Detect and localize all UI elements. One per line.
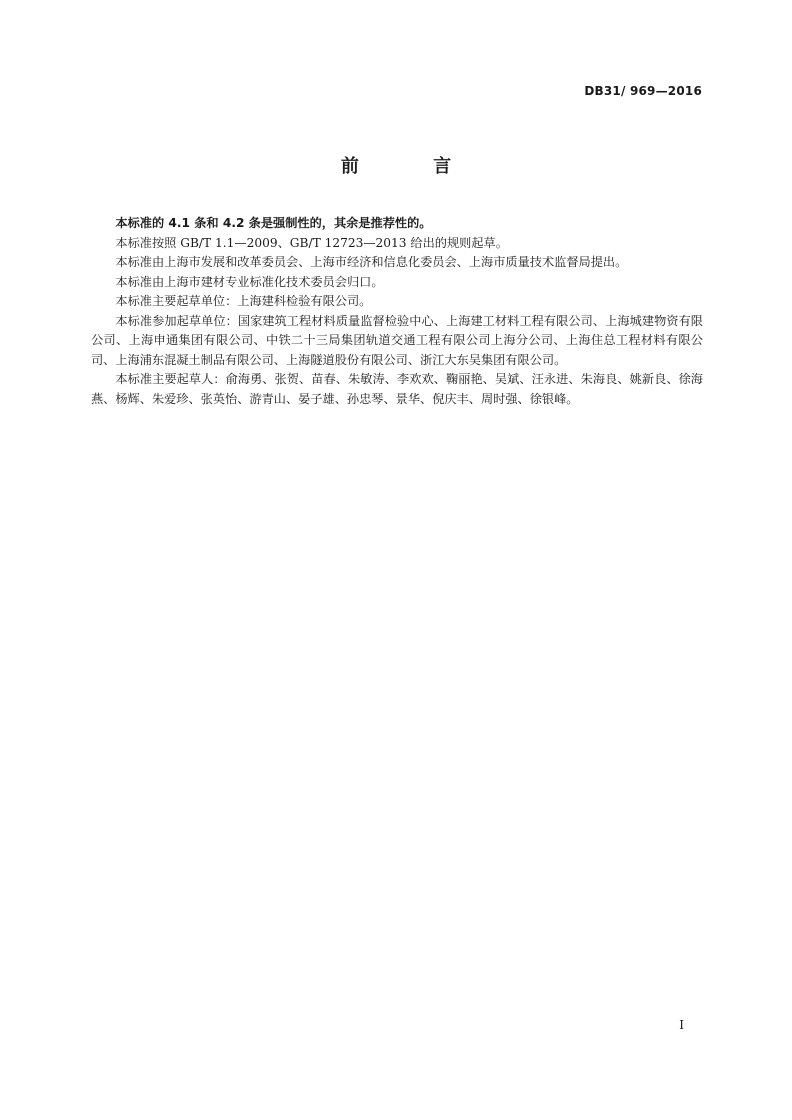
page-number: I xyxy=(679,1018,684,1032)
paragraph-mandatory-clauses: 本标准的 4.1 条和 4.2 条是强制性的，其余是推荐性的。 xyxy=(115,216,432,230)
paragraph-drafting-rules: 本标准按照 GB/T 1.1—2009、GB/T 12723—2013 给出的规则起草。 xyxy=(115,235,508,250)
paragraph-centralized-by: 本标准由上海市建材专业标准化技术委员会归口。 xyxy=(115,274,384,289)
paragraph-main-drafters: 本标准主要起草人：俞海勇、张贺、苗春、朱敏涛、李欢欢、鞠丽艳、吴斌、汪永进、朱海良、姚新良、徐海燕、杨辉、朱爱珍、张英怡、游青山、晏子雄、孙忠琴、景华、倪庆丰、周时强、徐银峰。 xyxy=(91,372,703,406)
paragraph-participating-units: 本标准参加起草单位：国家建筑工程材料质量监督检验中心、上海建工材料工程有限公司、上海城建物资有限公司、上海申通集团有限公司、中铁二十三局集团轨道交通工程有限公司上海分公司、上海住总工程材料有限公司、上海浦东混凝土制品有限公司、上海隧道股份有限公司、浙江大东吴集团有限公司。 xyxy=(91,313,703,367)
paragraph-main-drafting-unit: 本标准主要起草单位：上海建科检验有限公司。 xyxy=(115,294,372,308)
foreword-body xyxy=(91,214,703,409)
standard-code: DB31/ 969—2016 xyxy=(584,84,702,98)
paragraph-proposed-by: 本标准由上海市发展和改革委员会、上海市经济和信息化委员会、上海市质量技术监督局提出。 xyxy=(115,255,628,269)
page-title: 前 言 xyxy=(340,156,486,177)
